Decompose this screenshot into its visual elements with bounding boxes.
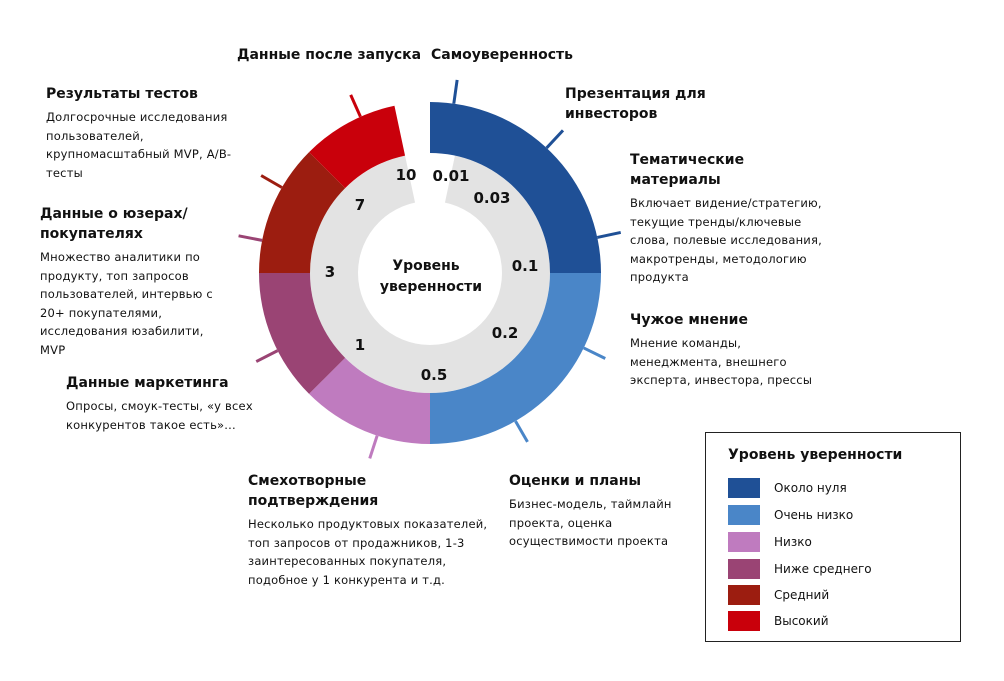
leader-tick-0 <box>454 80 457 104</box>
segment-value-1: 0.03 <box>473 189 511 207</box>
label-marketing-data <box>66 373 266 434</box>
label-user-data-desc: Множество аналитики по продукту, топ запросов пользователей, интервью с 20+ покупателями, исследования юзабилити, MVP <box>40 250 213 357</box>
legend-label-near-zero: Около нуля <box>774 481 847 495</box>
segment-value-0: 0.01 <box>432 167 470 185</box>
legend-item-near-zero <box>728 478 847 498</box>
legend-item-below-average <box>728 559 872 579</box>
segment-value-4: 0.5 <box>420 366 448 384</box>
leader-tick-2 <box>597 232 620 237</box>
leader-tick-9 <box>351 95 361 117</box>
leader-tick-7 <box>239 236 263 241</box>
label-test-results-title: Результаты тестов <box>46 86 198 102</box>
label-others-opinion <box>630 310 820 390</box>
leader-tick-4 <box>516 421 528 442</box>
label-user-data-title: Данные о юзерах/покупателях <box>40 206 188 242</box>
label-ridiculous-evidence-title: Смехотворные подтверждения <box>248 473 379 509</box>
label-thematic-materials-desc: Включает видение/стратегию, текущие тренды/ключевые слова, полевые исследования, макротренды, методологию продукта <box>630 196 822 284</box>
segment-value-5: 1 <box>354 336 366 354</box>
label-estimates-plans-title: Оценки и планы <box>509 473 642 489</box>
legend-swatch-below-average <box>728 559 760 579</box>
label-thematic-materials <box>630 150 835 287</box>
center-label-line-2: уверенности <box>379 279 483 295</box>
legend-swatch-near-zero <box>728 478 760 498</box>
segment-value-3: 0.2 <box>491 324 519 342</box>
legend-label-below-average: Ниже среднего <box>774 562 872 576</box>
label-others-opinion-desc: Мнение команды, менеджмента, внешнего эксперта, инвестора, прессы <box>630 336 813 387</box>
label-marketing-data-title: Данные маркетинга <box>66 375 229 391</box>
label-launch-data-title: Данные после запуска <box>237 47 422 63</box>
label-test-results <box>46 84 256 182</box>
legend-label-very-low: Очень низко <box>774 508 854 522</box>
top-gap-edge <box>424 101 430 154</box>
label-estimates-plans <box>509 471 689 551</box>
legend-swatch-low <box>728 532 760 552</box>
center-label-line-1: Уровень <box>392 258 460 274</box>
legend <box>705 432 961 642</box>
leader-tick-8 <box>261 176 282 188</box>
label-investor-deck <box>565 84 715 124</box>
legend-item-medium <box>728 585 829 605</box>
legend-swatch-medium <box>728 585 760 605</box>
legend-swatch-high <box>728 611 760 631</box>
label-self-confidence-title: Самоуверенность <box>431 47 574 63</box>
label-launch-data <box>237 45 421 65</box>
segment-value-6: 3 <box>324 263 336 281</box>
legend-swatch-very-low <box>728 505 760 525</box>
leader-tick-1 <box>547 130 563 148</box>
label-ridiculous-evidence-desc: Несколько продуктовых показателей, топ запросов от продажников, 1-3 заинтересованных покупателя, подобное у 1 конкурента и т.д. <box>248 517 488 587</box>
segment-value-7: 7 <box>354 196 366 214</box>
label-user-data <box>40 204 220 359</box>
legend-title: Уровень уверенности <box>728 447 903 463</box>
label-ridiculous-evidence <box>248 471 498 589</box>
legend-label-medium: Средний <box>774 588 830 602</box>
leader-tick-6 <box>256 351 277 362</box>
label-thematic-materials-title: Тематические материалы <box>630 152 745 188</box>
label-others-opinion-title: Чужое мнение <box>630 312 748 328</box>
label-investor-deck-title: Презентация для инвесторов <box>565 86 706 122</box>
legend-item-low <box>728 532 812 552</box>
label-self-confidence <box>431 45 573 65</box>
segment-value-2: 0.1 <box>511 257 539 275</box>
legend-label-low: Низко <box>774 535 812 549</box>
legend-label-high: Высокий <box>774 614 829 628</box>
segment-value-8: 10 <box>395 166 417 184</box>
label-test-results-desc: Долгосрочные исследования пользователей, крупномасштабный MVP, A/B-тесты <box>46 110 232 180</box>
leader-tick-5 <box>370 436 377 459</box>
legend-item-very-low <box>728 505 853 525</box>
leader-tick-3 <box>584 348 606 359</box>
legend-item-high <box>728 611 829 631</box>
label-estimates-plans-desc: Бизнес-модель, таймлайн проекта, оценка осуществимости проекта <box>509 497 672 548</box>
label-marketing-data-desc: Опросы, смоук-тесты, «у всех конкурентов такое есть»... <box>66 399 253 432</box>
